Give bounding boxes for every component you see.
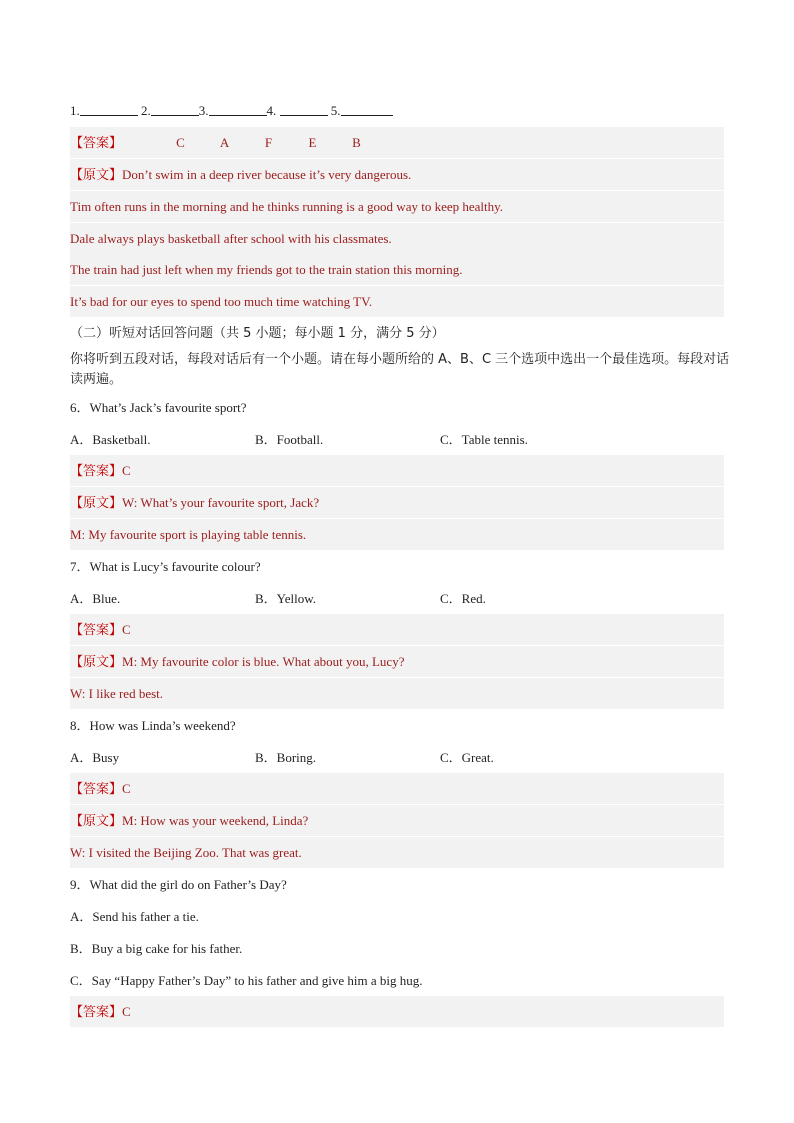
options-row <box>70 742 724 773</box>
answer-value: C <box>122 463 131 478</box>
blank-number: 2. <box>141 103 151 118</box>
option-a[interactable]: A．Blue. <box>70 591 121 606</box>
answer-key-row <box>70 127 724 158</box>
transcript-text: M: My favourite sport is playing table tennis. <box>70 527 307 542</box>
options-row <box>70 583 724 614</box>
transcript-text: W: I visited the Beijing Zoo. That was great. <box>70 845 302 860</box>
transcript-text: It’s bad for our eyes to spend too much time watching TV. <box>70 294 373 309</box>
transcript-line <box>70 159 724 190</box>
option-text: A．Send his father a tie. <box>70 909 199 924</box>
transcript-text: M: How was your weekend, Linda? <box>122 813 309 828</box>
transcript-line <box>70 487 724 518</box>
answer-value: C <box>122 1004 131 1019</box>
section-title <box>70 318 724 349</box>
transcript-text: W: I like red best. <box>70 686 164 701</box>
transcript-line <box>70 254 724 285</box>
answer-row <box>70 773 724 804</box>
option-b[interactable]: B．Boring. <box>255 750 317 765</box>
answer-row <box>70 996 724 1027</box>
option-text: C．Say “Happy Father’s Day” to his father and give him a big hug. <box>70 973 423 988</box>
transcript-line <box>70 646 724 677</box>
transcript-text: The train had just left when my friends got to the train station this morning. <box>70 262 463 277</box>
option-text: B．Buy a big cake for his father. <box>70 941 243 956</box>
answer-letter: F <box>264 135 273 150</box>
blank-number: 4. <box>266 103 277 118</box>
transcript-tag: 【原文】 <box>70 495 123 510</box>
transcript-line <box>70 223 724 254</box>
answer-tag: 【答案】 <box>70 622 123 637</box>
transcript-text: W: What’s your favourite sport, Jack? <box>122 495 320 510</box>
transcript-text: Tim often runs in the morning and he thinks running is a good way to keep healthy. <box>70 199 504 214</box>
answer-value: C <box>122 622 131 637</box>
answer-letter: E <box>308 135 317 150</box>
blank-line <box>209 103 267 116</box>
transcript-text: M: My favourite color is blue. What about you, Lucy? <box>122 654 405 669</box>
question-text: 8．How was Linda’s weekend? <box>70 718 236 733</box>
option-a[interactable] <box>70 901 724 932</box>
answer-blanks-row <box>70 95 724 126</box>
answer-value: C <box>122 781 131 796</box>
question-text: 7．What is Lucy’s favourite colour? <box>70 559 261 574</box>
transcript-tag: 【原文】 <box>70 654 123 669</box>
option-a[interactable]: A．Busy <box>70 750 120 765</box>
option-b[interactable]: B．Football. <box>255 432 324 447</box>
answer-letter: C <box>176 135 185 150</box>
option-c[interactable]: C．Red. <box>440 591 486 606</box>
transcript-line <box>70 678 724 709</box>
transcript-line <box>70 191 724 222</box>
blank-number: 1. <box>70 103 80 118</box>
answer-tag: 【答案】 <box>70 135 123 150</box>
blank-line <box>341 103 393 116</box>
answer-tag: 【答案】 <box>70 1004 123 1019</box>
blank-line <box>80 103 138 116</box>
answer-row <box>70 455 724 486</box>
answer-tag: 【答案】 <box>70 463 123 478</box>
transcript-line <box>70 519 724 550</box>
transcript-line <box>70 837 724 868</box>
blank-line <box>280 103 328 116</box>
transcript-line <box>70 805 724 836</box>
option-b[interactable] <box>70 933 724 964</box>
question-9 <box>70 869 724 900</box>
question-6 <box>70 392 724 423</box>
options-row <box>70 424 724 455</box>
blank-line <box>151 103 199 116</box>
transcript-text: Dale always plays basketball after school with his classmates. <box>70 231 392 246</box>
answer-tag: 【答案】 <box>70 781 123 796</box>
question-text: 9．What did the girl do on Father’s Day? <box>70 877 287 892</box>
option-b[interactable]: B．Yellow. <box>255 591 317 606</box>
option-c[interactable] <box>70 965 724 996</box>
answer-letter: B <box>352 135 361 150</box>
answer-row <box>70 614 724 645</box>
question-7 <box>70 551 724 582</box>
blank-number: 5. <box>330 103 341 118</box>
option-c[interactable]: C．Table tennis. <box>440 432 528 447</box>
option-c[interactable]: C．Great. <box>440 750 494 765</box>
question-8 <box>70 710 724 741</box>
transcript-text: Don’t swim in a deep river because it’s very dangerous. <box>122 167 412 182</box>
transcript-line <box>70 286 724 317</box>
blank-number: 3. <box>198 103 209 118</box>
section-instructions: 你将听到五段对话，每段对话后有一个小题。请在每小题所给的 A、B、C 三个选项中选出一个最佳选项。每段对话读两遍。 <box>70 352 730 387</box>
section-title-text: （二）听短对话回答问题（共 5 小题；每小题 1 分，满分 5 分） <box>70 326 445 341</box>
transcript-tag: 【原文】 <box>70 167 123 182</box>
question-text: 6．What’s Jack’s favourite sport? <box>70 400 247 415</box>
answer-letter: A <box>219 135 230 150</box>
option-a[interactable]: A．Basketball. <box>70 432 151 447</box>
transcript-tag: 【原文】 <box>70 813 123 828</box>
